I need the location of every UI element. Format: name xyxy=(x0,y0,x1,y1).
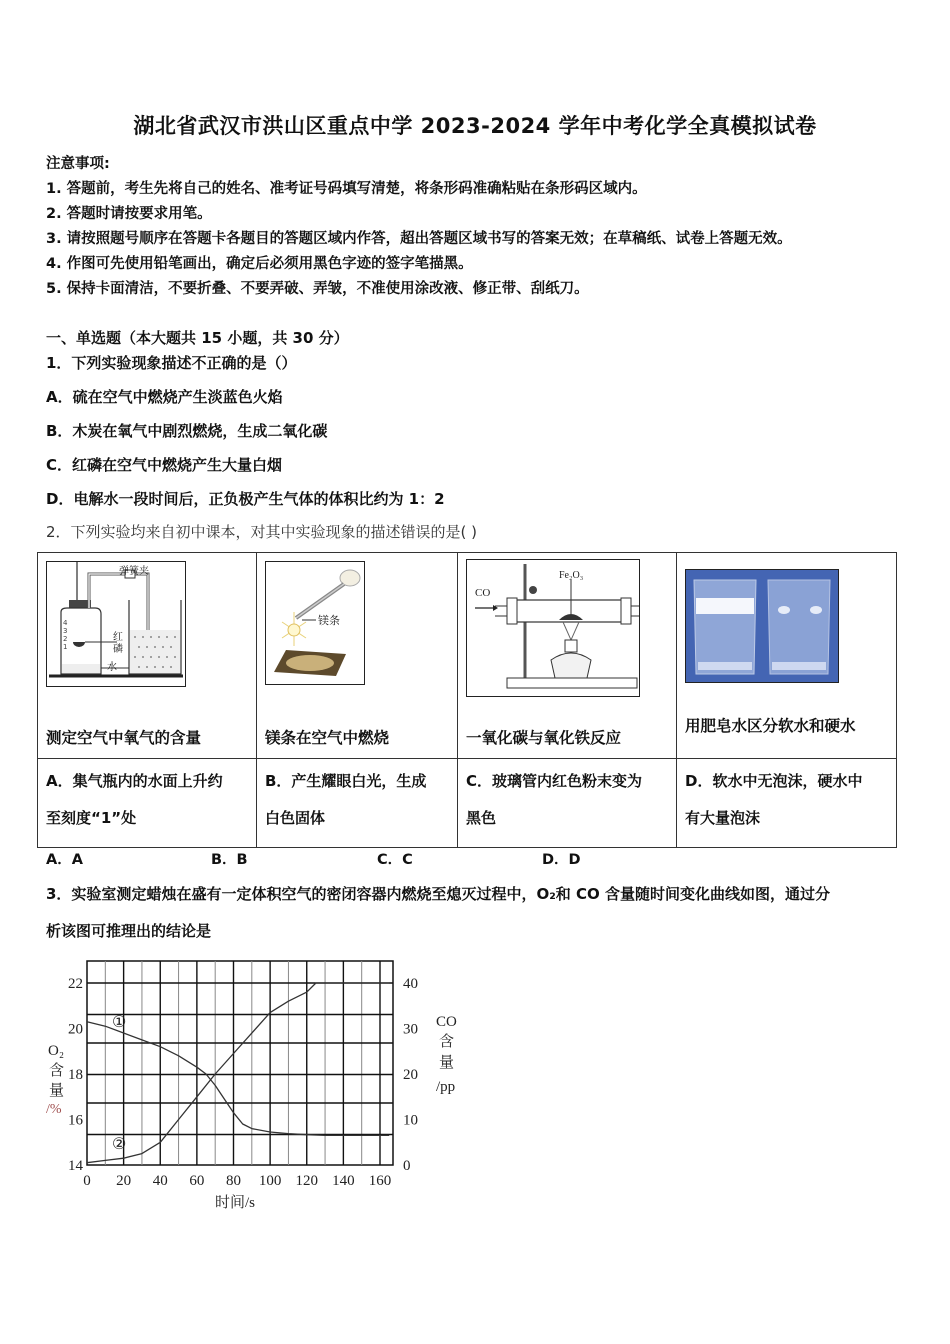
svg-text:20: 20 xyxy=(68,1021,83,1038)
svg-text:100: 100 xyxy=(258,1173,282,1189)
right-axis-label-2: 量 xyxy=(439,1055,455,1071)
q3-stem-line2: 析该图可推理出的结论是 xyxy=(46,922,212,940)
svg-text:0: 0 xyxy=(83,1173,91,1189)
beakers-photo-icon xyxy=(686,570,838,682)
q1-option-d: D．电解水一段时间后，正负极产生气体的体积比约为 1：2 xyxy=(46,490,445,508)
svg-text:3: 3 xyxy=(63,627,68,635)
exp-desc-a-line2: 至刻度“1”处 xyxy=(46,809,137,827)
svg-text:1: 1 xyxy=(63,643,68,651)
oxygen-apparatus-figure xyxy=(46,561,186,687)
svg-text:镁条: 镁条 xyxy=(318,614,340,627)
q2-answer-d[interactable]: D．D xyxy=(542,852,581,868)
q2-answer-b[interactable]: B．B xyxy=(211,852,248,868)
left-axis-unit: /% xyxy=(46,1102,62,1117)
svg-text:0: 0 xyxy=(403,1158,411,1174)
exp-desc-d-line1: D．软水中无泡沫，硬水中 xyxy=(685,772,863,790)
exp-desc-c-line2: 黑色 xyxy=(466,809,497,827)
chart-ticks xyxy=(68,976,418,1189)
svg-text:18: 18 xyxy=(68,1067,83,1083)
exp-cell-oxygen xyxy=(38,553,257,759)
svg-text:80: 80 xyxy=(226,1173,241,1189)
exp-desc-c-line1: C．玻璃管内红色粉末变为 xyxy=(466,772,643,790)
q1-option-a: A．硫在空气中燃烧产生淡蓝色火焰 xyxy=(46,388,283,406)
svg-text:20: 20 xyxy=(403,1067,418,1083)
x-axis-label: 时间/s xyxy=(215,1195,256,1211)
svg-text:10: 10 xyxy=(403,1112,418,1129)
line-chart xyxy=(40,955,480,1220)
svg-text:40: 40 xyxy=(403,976,418,992)
exp-desc-b xyxy=(257,759,458,848)
q1-option-b: B．木炭在氧气中剧烈燃烧，生成二氧化碳 xyxy=(46,422,328,440)
curve-marker-1: ① xyxy=(112,1014,127,1031)
svg-text:水: 水 xyxy=(107,662,117,673)
exp-caption-oxygen: 测定空气中氧气的含量 xyxy=(46,729,202,747)
magnesium-burning-icon xyxy=(266,562,364,684)
svg-text:CO: CO xyxy=(475,587,491,599)
co-fe2o3-figure xyxy=(466,559,640,697)
svg-text:160: 160 xyxy=(368,1173,392,1189)
svg-text:弹簧夹: 弹簧夹 xyxy=(119,566,149,577)
q2-stem: 2．下列实验均来自初中课本，对其中实验现象的描述错误的是( ) xyxy=(46,523,478,541)
svg-text:4: 4 xyxy=(63,619,68,627)
q2-experiment-table xyxy=(37,552,897,848)
apparatus-icon xyxy=(47,562,185,686)
right-axis-label-1: 含 xyxy=(439,1034,455,1050)
q3-stem-line1: 3．实验室测定蜡烛在盛有一定体积空气的密闭容器内燃烧至熄灭过程中，O₂和 CO 含量随时间变化曲线如图，通过分 xyxy=(46,885,830,903)
curve-marker-2: ② xyxy=(112,1136,127,1153)
notice-item-5: 5. 保持卡面清洁，不要折叠、不要弄破、弄皱，不准使用涂改液、修正带、刮纸刀。 xyxy=(46,281,589,297)
svg-text:Fe₂O₃: Fe₂O₃ xyxy=(559,570,584,581)
o2-co-chart xyxy=(40,955,480,1220)
exp-desc-b-line1: B．产生耀眼白光，生成 xyxy=(265,772,427,790)
svg-text:红: 红 xyxy=(113,632,123,643)
exp-desc-a xyxy=(38,759,257,848)
left-axis-label-2: 量 xyxy=(49,1083,65,1099)
q2-answer-c[interactable]: C．C xyxy=(377,852,413,868)
svg-text:60: 60 xyxy=(189,1173,205,1189)
svg-text:2: 2 xyxy=(63,635,68,643)
exp-caption-co: 一氧化碳与氧化铁反应 xyxy=(466,729,622,747)
svg-text:16: 16 xyxy=(68,1112,83,1129)
exp-desc-b-line2: 白色固体 xyxy=(265,809,326,827)
notice-item-4: 4. 作图可先使用铅笔画出，确定后必须用黑色字迹的签字笔描黑。 xyxy=(46,256,473,272)
q2-answer-a[interactable]: A．A xyxy=(46,852,83,868)
exp-desc-a-line1: A．集气瓶内的水面上升约 xyxy=(46,772,223,790)
exp-caption-soap: 用肥皂水区分软水和硬水 xyxy=(685,717,856,735)
soap-water-photo xyxy=(685,569,839,683)
exp-desc-d xyxy=(677,759,897,848)
co-reduction-apparatus-icon xyxy=(467,560,639,696)
exp-desc-c xyxy=(458,759,677,848)
exp-cell-co-reduction xyxy=(458,553,677,759)
svg-text:120: 120 xyxy=(295,1173,318,1189)
notice-heading: 注意事项: xyxy=(46,156,110,172)
exp-cell-magnesium xyxy=(257,553,458,759)
right-axis-unit: /pp xyxy=(436,1079,456,1095)
svg-text:140: 140 xyxy=(332,1173,355,1189)
chart-grid xyxy=(87,961,393,1165)
exp-caption-magnesium: 镁条在空气中燃烧 xyxy=(265,729,390,747)
right-axis-co-label: CO xyxy=(436,1014,457,1030)
page-title: 湖北省武汉市洪山区重点中学 2023-2024 学年中考化学全真模拟试卷 xyxy=(133,114,817,138)
section-heading: 一、单选题（本大题共 15 小题，共 30 分） xyxy=(46,329,349,347)
svg-text:14: 14 xyxy=(68,1158,83,1174)
left-axis-o2-label: O₂ xyxy=(48,1043,65,1059)
svg-text:22: 22 xyxy=(68,976,83,992)
exp-desc-d-line2: 有大量泡沫 xyxy=(685,809,761,827)
notice-item-1: 1. 答题前，考生先将自己的姓名、准考证号码填写清楚，将条形码准确粘贴在条形码区域内。 xyxy=(46,181,647,197)
q1-option-c: C．红磷在空气中燃烧产生大量白烟 xyxy=(46,456,283,474)
notice-item-3: 3. 请按照题号顺序在答题卡各题目的答题区域内作答，超出答题区域书写的答案无效；在草稿纸、试卷上答题无效。 xyxy=(46,231,792,247)
q1-stem: 1．下列实验现象描述不正确的是（） xyxy=(46,354,297,372)
magnesium-figure xyxy=(265,561,365,685)
left-axis-label-1: 含 xyxy=(49,1063,65,1079)
svg-text:30: 30 xyxy=(403,1021,418,1038)
notice-item-2: 2. 答题时请按要求用笔。 xyxy=(46,206,212,222)
exp-cell-soap-water xyxy=(677,553,897,759)
svg-text:40: 40 xyxy=(152,1173,168,1189)
svg-text:20: 20 xyxy=(116,1173,132,1189)
svg-text:磷: 磷 xyxy=(113,644,123,655)
